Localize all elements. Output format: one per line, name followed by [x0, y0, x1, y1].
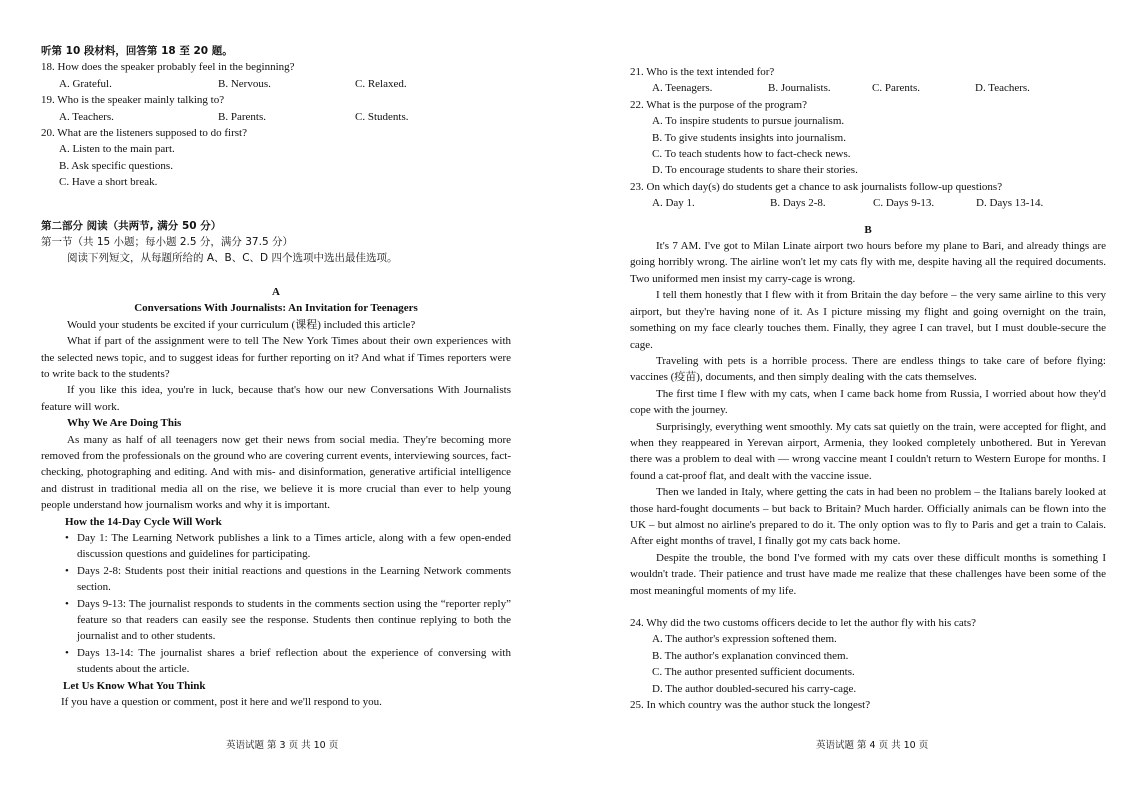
left-column	[41, 43, 511, 710]
page-3-footer: 英语试题 第 3 页 共 10 页	[226, 740, 339, 751]
option-19-c: C. Students.	[355, 110, 409, 123]
question-19-text: 19. Who is the speaker mainly talking to?	[41, 94, 225, 107]
question-24-text: 24. Why did the two customs officers decide to let the author fly with his cats?	[630, 617, 977, 629]
passage-a-title: Conversations With Journalists: An Invitation for Teenagers	[134, 302, 418, 315]
question-18	[41, 59, 511, 92]
option-23-d: D. Days 13-14.	[976, 197, 1044, 210]
option-24-c: C. The author presented sufficient documents.	[652, 666, 855, 679]
question-24	[630, 615, 1106, 697]
passage-a-paragraph-5: If you have a question or comment, post it here and we'll respond to you.	[61, 696, 382, 709]
question-21-text: 21. Who is the text intended for?	[630, 66, 775, 78]
passage-b-paragraph-1: It's 7 AM. I've got to Milan Linate airport two hours before my plane to Bari, and already things are going horribly wrong. The airline won't let my cats fly with me, despite having all the required documents. Two uniformed men insist my carry-cage is wrong.	[630, 240, 1106, 285]
question-19	[41, 92, 511, 125]
option-23-b: B. Days 2-8.	[770, 197, 826, 210]
passage-a-paragraph-1: Would your students be excited if your curriculum (课程) included this article?	[67, 318, 416, 331]
cycle-item: • Days 13-14: The journalist shares a brief reflection about the experience of conversing with students about the article.	[77, 645, 511, 678]
passage-a-paragraph-3: If you like this idea, you're in luck, because that's how our new Conversations With Journalists feature will work.	[41, 384, 511, 413]
question-22-text: 22. What is the purpose of the program?	[630, 98, 807, 111]
option-20-b: B. Ask specific questions.	[59, 159, 173, 172]
question-22	[630, 97, 1106, 179]
option-18-b: B. Nervous.	[218, 77, 271, 90]
heading-why: Why We Are Doing This	[67, 417, 182, 430]
passage-a-paragraph-2: What if part of the assignment were to tell The New York Times about their own experiences with the selected news topic, and to suggest ideas for further reporting on it? And what if Times reporters were to write back to the students?	[41, 335, 511, 380]
cycle-item: • Day 1: The Learning Network publishes a link to a Times article, along with a few open-ended discussion questions and guidelines for participating.	[77, 530, 511, 563]
cycle-item: • Days 2-8: Students post their initial reactions and questions in the Learning Network comments section.	[77, 563, 511, 596]
question-20-text: 20. What are the listeners supposed to do first?	[41, 127, 247, 140]
passage-a-paragraph-4: As many as half of all teenagers now get their news from social media. They're becoming more removed from the professionals on the ground who are covering current events, interviewing sources, fact-checking, photographing and editing. And with mis- and disinformation, generative artificial intelligence and distrust in traditional media all on the rise, we believe it is more crucial than ever to help young people understand how journalism works and why it is important.	[41, 433, 511, 512]
passage-b-paragraph-4: The first time I flew with my cats, when I came back home from Russia, I worried about how they'd cope with the journey.	[630, 387, 1106, 417]
passage-b-paragraph-6: Then we landed in Italy, where getting the cats in had been no problem – the Italians barely looked at those hard-fought documents – but back to Britain? Much harder. Officially animals can be flown into the UK – but almost no airline's prepared to do it. The only option was to fly to Paris and get a train to Calais. After eight months of travel, I finally got my cats back home.	[630, 486, 1106, 548]
option-22-d: D. To encourage students to share their stories.	[652, 164, 858, 177]
right-column	[630, 64, 1106, 713]
part-2-title: 第二部分 阅读（共两节, 满分 50 分）	[41, 219, 222, 232]
passage-b-letter: B	[864, 223, 872, 236]
option-22-c: C. To teach students how to fact-check news.	[652, 148, 851, 161]
option-24-b: B. The author's explanation convinced them.	[652, 649, 849, 662]
option-20-a: A. Listen to the main part.	[59, 143, 175, 156]
passage-b-paragraph-5: Surprisingly, everything went smoothly. My cats sat quietly on the train, were accepted for flight, and when they reappeared in Yerevan airport, Armenia, they looked completely unbothered. But in Yerevan there was a problem to deal with — wrong vaccine meant I couldn't return to Western Europe for months. I found a cat-proof flat, and dealt with the vaccine issue.	[630, 420, 1106, 482]
cycle-list	[41, 530, 511, 678]
option-18-c: C. Relaxed.	[355, 77, 407, 90]
part-2-instructions: 阅读下列短文，从每题所给的 A、B、C、D 四个选项中选出最佳选项。	[67, 252, 398, 265]
question-18-text: 18. How does the speaker probably feel in the beginning?	[41, 61, 295, 74]
option-21-d: D. Teachers.	[975, 82, 1030, 95]
passage-b-paragraph-3: Traveling with pets is a horrible process. There are endless things to take care of before flying: vaccines (疫苗), documents, and then simply dealing with the cats themselves.	[630, 354, 1106, 384]
option-21-b: B. Journalists.	[768, 82, 831, 95]
option-18-a: A. Grateful.	[59, 77, 112, 90]
passage-b-paragraph-7: Despite the trouble, the bond I've formed with my cats over these difficult months is something I wouldn't trade. Their patience and trust have made me realize that these challenges have been some of the most meaningful moments of my life.	[630, 551, 1106, 597]
option-23-a: A. Day 1.	[652, 197, 695, 210]
heading-let-us-know: Let Us Know What You Think	[63, 679, 206, 692]
part-2-subtitle: 第一节（共 15 小题；每小题 2.5 分，满分 37.5 分）	[41, 236, 293, 249]
option-21-c: C. Parents.	[872, 82, 920, 95]
question-23-text: 23. On which day(s) do students get a chance to ask journalists follow-up questions?	[630, 180, 1003, 193]
option-19-a: A. Teachers.	[59, 110, 114, 123]
page-4-footer: 英语试题 第 4 页 共 10 页	[816, 740, 929, 751]
option-24-a: A. The author's expression softened them.	[652, 633, 837, 646]
question-23	[630, 179, 1106, 212]
passage-b-paragraph-2: I tell them honestly that I flew with it from Britain the day before – the very same airline to this very airport, but they're having none of it. As I picture missing my flight and going overnight on the train, something on my face clearly touches them. Finally, they agree I can travel, but I must double-secure the cage.	[630, 289, 1106, 351]
option-22-b: B. To give students insights into journalism.	[652, 131, 846, 144]
option-20-c: C. Have a short break.	[59, 176, 158, 189]
cycle-item: • Days 9-13: The journalist responds to students in the comments section using the “reporter reply” feature so that readers can easily see the response. Students then continue replying to both the journalist and to other students.	[77, 596, 511, 645]
question-20	[41, 125, 511, 191]
question-21	[630, 64, 1106, 97]
question-25-text: 25. In which country was the author stuck the longest?	[630, 699, 871, 712]
option-21-a: A. Teenagers.	[652, 82, 713, 95]
left-page	[0, 0, 561, 793]
option-22-a: A. To inspire students to pursue journalism.	[652, 115, 845, 128]
option-19-b: B. Parents.	[218, 110, 266, 123]
option-24-d: D. The author doubled-secured his carry-cage.	[652, 682, 857, 695]
heading-how: How the 14-Day Cycle Will Work	[65, 515, 222, 528]
right-page	[561, 0, 1123, 793]
option-23-c: C. Days 9-13.	[873, 197, 935, 210]
passage-a-letter: A	[272, 285, 280, 298]
section-10-heading: 听第 10 段材料，回答第 18 至 20 题。	[41, 45, 233, 57]
